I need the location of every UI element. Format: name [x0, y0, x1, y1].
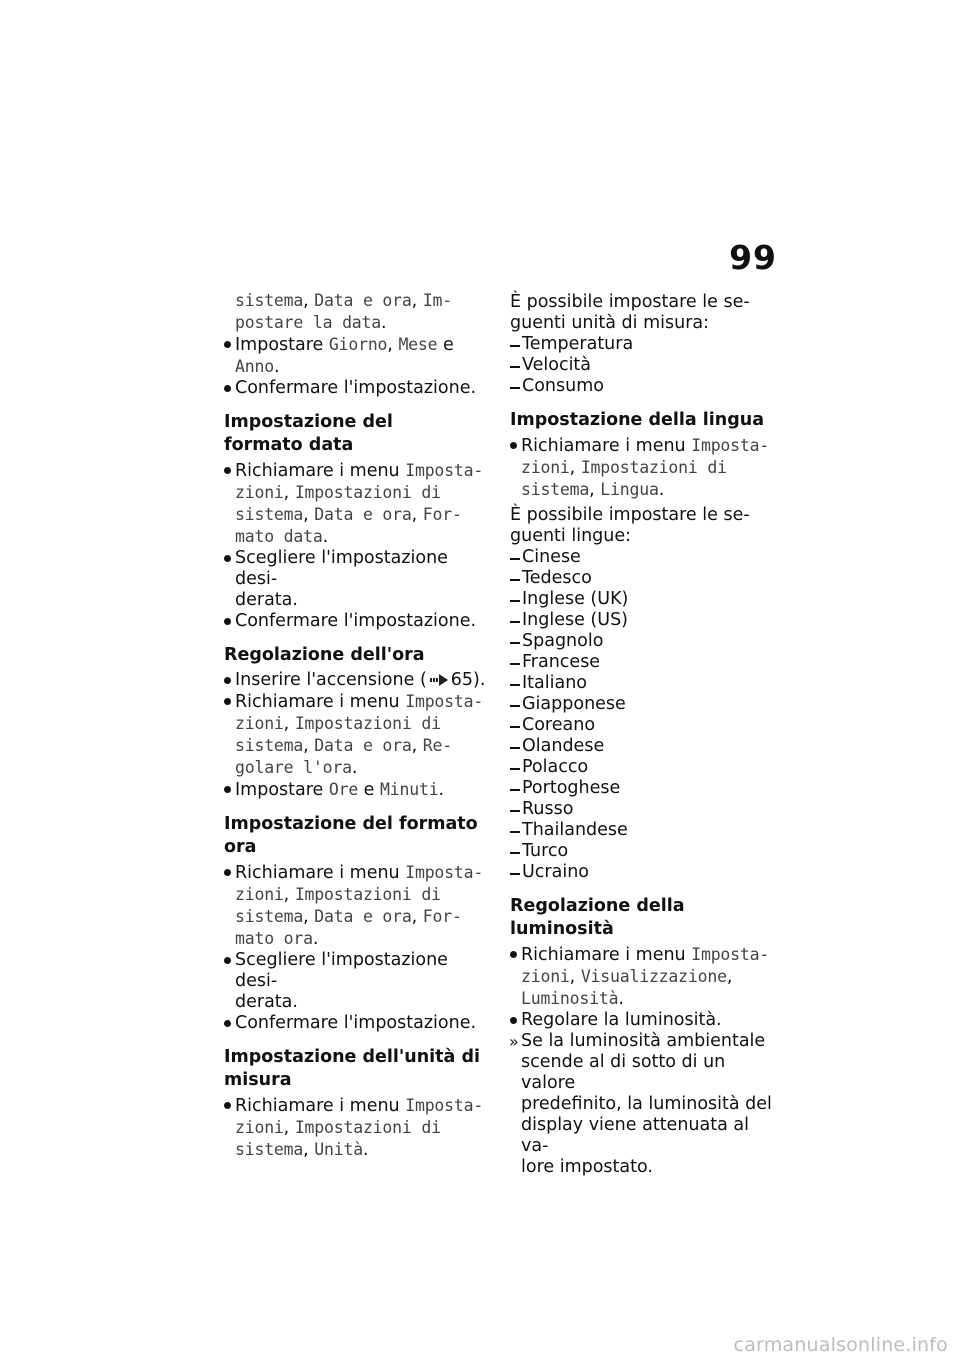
left-column: [224, 290, 492, 1161]
confirm-step: Confermare l'impostazione.: [224, 378, 492, 399]
units-intro: È possibile impostare le se- guenti unità di misura:: [510, 292, 750, 333]
language-item: Inglese (UK): [510, 589, 778, 610]
language-item: Olandese: [510, 736, 778, 757]
heading-language: Impostazione della lingua: [510, 410, 765, 430]
menu-step: Richiamare i menu Imposta- zioni, Impostazioni di sistema, Data e ora, Re- golare l'ora.: [224, 691, 492, 779]
menu-path-continuation: sistema, Data e ora, Im- postare la data.: [235, 291, 452, 333]
unit-item: Velocità: [510, 355, 778, 376]
heading-units: Impostazione dell'unità di misura: [224, 1047, 480, 1090]
language-item: Ucraino: [510, 862, 778, 883]
menu-step: Richiamare i menu Imposta- zioni, Impostazioni di sistema, Data e ora, For- mato data.: [224, 460, 492, 548]
page-number: 99: [729, 238, 777, 277]
language-item: Cinese: [510, 547, 778, 568]
heading-brightness: Regolazione della luminosità: [510, 896, 685, 939]
language-item: Italiano: [510, 673, 778, 694]
menu-step: Richiamare i menu Imposta- zioni, Visualizzazione, Luminosità.: [510, 944, 778, 1010]
choose-step: Scegliere l'impostazione desi- derata.: [224, 548, 492, 611]
unit-item: Consumo: [510, 376, 778, 397]
right-column: [510, 292, 778, 1178]
heading-clock: Regolazione dell'ora: [224, 645, 425, 665]
choose-step: Scegliere l'impostazione desi- derata.: [224, 950, 492, 1013]
watermark: carmanualsonline.info: [733, 1334, 948, 1356]
heading-date-format: Impostazione del formato data: [224, 412, 393, 455]
language-item: Spagnolo: [510, 631, 778, 652]
language-item: Polacco: [510, 757, 778, 778]
language-item: Portoghese: [510, 778, 778, 799]
language-item: Turco: [510, 841, 778, 862]
menu-step: Richiamare i menu Imposta- zioni, Impostazioni di sistema, Data e ora, For- mato ora.: [224, 862, 492, 950]
language-item: Inglese (US): [510, 610, 778, 631]
language-item: Coreano: [510, 715, 778, 736]
language-item: Tedesco: [510, 568, 778, 589]
language-item: Thailandese: [510, 820, 778, 841]
heading-time-format: Impostazione del formato ora: [224, 814, 478, 857]
menu-step: Richiamare i menu Imposta- zioni, Impostazioni di sistema, Lingua.: [510, 435, 778, 501]
language-item: Giapponese: [510, 694, 778, 715]
arrow-right-icon: [430, 674, 448, 686]
menu-step: Richiamare i menu Imposta- zioni, Impostazioni di sistema, Unità.: [224, 1095, 492, 1161]
languages-intro: È possibile impostare le se- guenti lingue:: [510, 505, 750, 546]
set-date-step: Impostare Giorno, Mese e Anno.: [224, 334, 492, 378]
confirm-step: Confermare l'impostazione.: [224, 1013, 492, 1034]
set-time-step: Impostare Ore e Minuti.: [224, 779, 492, 801]
ignition-step: Inserire l'accensione ( 65).: [224, 670, 492, 691]
adjust-step: Regolare la luminosità.: [510, 1010, 778, 1031]
language-item: Russo: [510, 799, 778, 820]
result-note: » Se la luminosità ambientale scende al di sotto di un valore predefinito, la luminosità del display viene attenuata al va- lore impostato.: [510, 1031, 778, 1178]
unit-item: Temperatura: [510, 334, 778, 355]
confirm-step: Confermare l'impostazione.: [224, 611, 492, 632]
language-item: Francese: [510, 652, 778, 673]
